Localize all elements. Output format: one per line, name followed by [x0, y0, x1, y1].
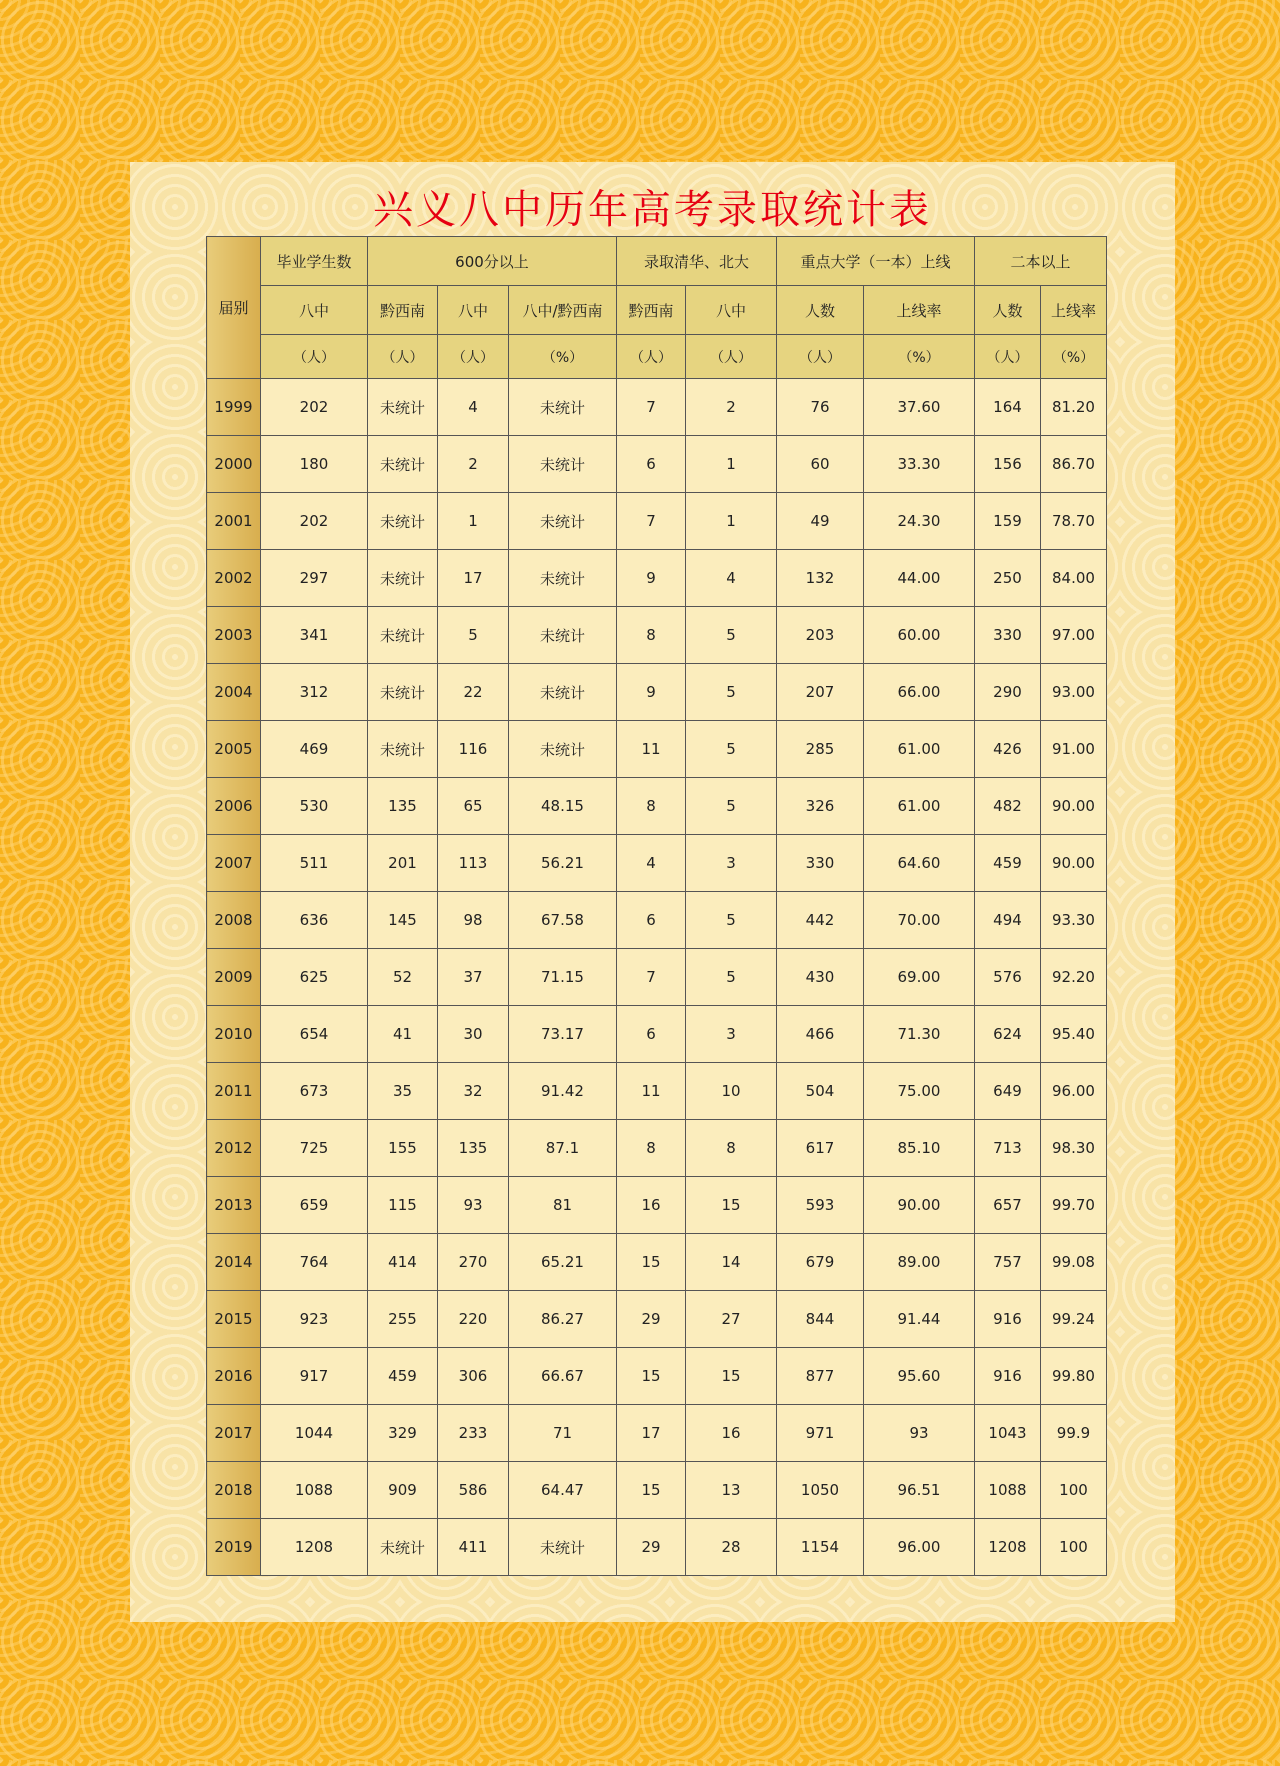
- table-cell: 713: [975, 1120, 1041, 1177]
- table-cell: 65: [438, 778, 509, 835]
- table-cell: 341: [261, 607, 368, 664]
- column-subheader: 黔西南: [368, 286, 438, 335]
- table-cell: 679: [777, 1234, 864, 1291]
- table-cell: 未统计: [509, 721, 617, 778]
- table-cell: 725: [261, 1120, 368, 1177]
- table-cell: 29: [617, 1291, 686, 1348]
- table-cell: 56.21: [509, 835, 617, 892]
- table-cell: 75.00: [864, 1063, 975, 1120]
- year-cell: 2008: [207, 892, 261, 949]
- table-cell: 96.51: [864, 1462, 975, 1519]
- table-cell: 201: [368, 835, 438, 892]
- table-cell: 52: [368, 949, 438, 1006]
- table-row: [207, 1348, 1107, 1405]
- year-cell: 2006: [207, 778, 261, 835]
- table-cell: 326: [777, 778, 864, 835]
- table-cell: 844: [777, 1291, 864, 1348]
- table-cell: 99.80: [1041, 1348, 1107, 1405]
- column-unit: （人）: [368, 335, 438, 379]
- table-cell: 511: [261, 835, 368, 892]
- units-row: [207, 335, 1107, 379]
- table-cell: 494: [975, 892, 1041, 949]
- year-cell: 2000: [207, 436, 261, 493]
- year-cell: 2019: [207, 1519, 261, 1576]
- table-cell: 2: [686, 379, 777, 436]
- table-cell: 15: [617, 1462, 686, 1519]
- table-cell: 250: [975, 550, 1041, 607]
- table-cell: 96.00: [1041, 1063, 1107, 1120]
- group-header: 毕业学生数: [261, 237, 368, 286]
- table-cell: 66.00: [864, 664, 975, 721]
- table-cell: 145: [368, 892, 438, 949]
- table-cell: 93: [438, 1177, 509, 1234]
- table-cell: 90.00: [1041, 778, 1107, 835]
- column-unit: （%）: [509, 335, 617, 379]
- table-cell: 673: [261, 1063, 368, 1120]
- table-cell: 未统计: [509, 550, 617, 607]
- table-cell: 60.00: [864, 607, 975, 664]
- table-cell: 37.60: [864, 379, 975, 436]
- group-header: 600分以上: [368, 237, 617, 286]
- table-cell: 37: [438, 949, 509, 1006]
- table-cell: 22: [438, 664, 509, 721]
- table-cell: 71: [509, 1405, 617, 1462]
- table-cell: 24.30: [864, 493, 975, 550]
- table-cell: 65.21: [509, 1234, 617, 1291]
- table-cell: 6: [617, 1006, 686, 1063]
- table-cell: 99.24: [1041, 1291, 1107, 1348]
- table-cell: 5: [686, 949, 777, 1006]
- table-cell: 未统计: [368, 1519, 438, 1576]
- table-cell: 16: [617, 1177, 686, 1234]
- table-cell: 659: [261, 1177, 368, 1234]
- table-row: [207, 493, 1107, 550]
- table-cell: 49: [777, 493, 864, 550]
- column-unit: （人）: [686, 335, 777, 379]
- admission-stats-table: [206, 236, 1107, 1576]
- table-cell: 923: [261, 1291, 368, 1348]
- table-cell: 15: [617, 1234, 686, 1291]
- column-subheader: 八中: [686, 286, 777, 335]
- table-cell: 469: [261, 721, 368, 778]
- table-cell: 156: [975, 436, 1041, 493]
- table-cell: 624: [975, 1006, 1041, 1063]
- table-cell: 593: [777, 1177, 864, 1234]
- table-cell: 290: [975, 664, 1041, 721]
- table-cell: 15: [617, 1348, 686, 1405]
- table-cell: 132: [777, 550, 864, 607]
- table-cell: 657: [975, 1177, 1041, 1234]
- table-cell: 未统计: [368, 721, 438, 778]
- table-cell: 14: [686, 1234, 777, 1291]
- table-cell: 未统计: [368, 493, 438, 550]
- table-cell: 未统计: [509, 607, 617, 664]
- table-cell: 100: [1041, 1462, 1107, 1519]
- table-row: [207, 1462, 1107, 1519]
- table-cell: 27: [686, 1291, 777, 1348]
- table-cell: 3: [686, 1006, 777, 1063]
- table-cell: 8: [617, 1120, 686, 1177]
- table-cell: 81.20: [1041, 379, 1107, 436]
- column-unit: （人）: [438, 335, 509, 379]
- table-cell: 未统计: [368, 379, 438, 436]
- table-cell: 270: [438, 1234, 509, 1291]
- table-cell: 442: [777, 892, 864, 949]
- table-cell: 530: [261, 778, 368, 835]
- table-cell: 11: [617, 1063, 686, 1120]
- column-unit: （人）: [777, 335, 864, 379]
- table-cell: 70.00: [864, 892, 975, 949]
- table-cell: 13: [686, 1462, 777, 1519]
- table-row: [207, 1405, 1107, 1462]
- table-cell: 64.60: [864, 835, 975, 892]
- table-cell: 113: [438, 835, 509, 892]
- table-cell: 916: [975, 1291, 1041, 1348]
- table-cell: 203: [777, 607, 864, 664]
- column-unit: （人）: [975, 335, 1041, 379]
- table-cell: 86.70: [1041, 436, 1107, 493]
- table-cell: 411: [438, 1519, 509, 1576]
- table-cell: 81: [509, 1177, 617, 1234]
- table-cell: 576: [975, 949, 1041, 1006]
- table-row: [207, 436, 1107, 493]
- table-cell: 29: [617, 1519, 686, 1576]
- year-cell: 2018: [207, 1462, 261, 1519]
- table-cell: 73.17: [509, 1006, 617, 1063]
- table-cell: 306: [438, 1348, 509, 1405]
- table-cell: 90.00: [864, 1177, 975, 1234]
- column-subheader: 人数: [777, 286, 864, 335]
- table-cell: 220: [438, 1291, 509, 1348]
- table-cell: 5: [686, 721, 777, 778]
- table-cell: 285: [777, 721, 864, 778]
- table-row: [207, 664, 1107, 721]
- table-cell: 1208: [975, 1519, 1041, 1576]
- table-cell: 6: [617, 436, 686, 493]
- table-cell: 96.00: [864, 1519, 975, 1576]
- table-cell: 312: [261, 664, 368, 721]
- table-cell: 未统计: [368, 436, 438, 493]
- table-cell: 330: [777, 835, 864, 892]
- column-unit: （人）: [617, 335, 686, 379]
- table-cell: 10: [686, 1063, 777, 1120]
- year-cell: 2017: [207, 1405, 261, 1462]
- table-cell: 1208: [261, 1519, 368, 1576]
- table-cell: 99.70: [1041, 1177, 1107, 1234]
- table-cell: 93.00: [1041, 664, 1107, 721]
- table-cell: 41: [368, 1006, 438, 1063]
- table-cell: 757: [975, 1234, 1041, 1291]
- table-cell: 1044: [261, 1405, 368, 1462]
- year-cell: 1999: [207, 379, 261, 436]
- table-cell: 64.47: [509, 1462, 617, 1519]
- table-cell: 未统计: [509, 664, 617, 721]
- table-cell: 84.00: [1041, 550, 1107, 607]
- column-subheader: 八中: [438, 286, 509, 335]
- column-unit: （%）: [1041, 335, 1107, 379]
- table-cell: 15: [686, 1348, 777, 1405]
- year-cell: 2007: [207, 835, 261, 892]
- table-cell: 60: [777, 436, 864, 493]
- table-cell: 6: [617, 892, 686, 949]
- table-cell: 98.30: [1041, 1120, 1107, 1177]
- table-cell: 971: [777, 1405, 864, 1462]
- table-row: [207, 1063, 1107, 1120]
- table-cell: 71.15: [509, 949, 617, 1006]
- table-cell: 155: [368, 1120, 438, 1177]
- table-cell: 5: [686, 664, 777, 721]
- table-cell: 1: [686, 436, 777, 493]
- table-cell: 5: [686, 892, 777, 949]
- table-cell: 430: [777, 949, 864, 1006]
- table-cell: 48.15: [509, 778, 617, 835]
- table-row: [207, 1120, 1107, 1177]
- column-unit: （人）: [261, 335, 368, 379]
- table-cell: 8: [686, 1120, 777, 1177]
- table-cell: 15: [686, 1177, 777, 1234]
- table-cell: 67.58: [509, 892, 617, 949]
- table-cell: 44.00: [864, 550, 975, 607]
- table-cell: 8: [617, 778, 686, 835]
- table-cell: 17: [438, 550, 509, 607]
- page-title: 兴义八中历年高考录取统计表: [373, 187, 932, 233]
- table-cell: 9: [617, 664, 686, 721]
- table-cell: 617: [777, 1120, 864, 1177]
- table-cell: 459: [975, 835, 1041, 892]
- table-cell: 329: [368, 1405, 438, 1462]
- table-cell: 1: [686, 493, 777, 550]
- table-cell: 4: [686, 550, 777, 607]
- table-row: [207, 721, 1107, 778]
- table-row: [207, 949, 1107, 1006]
- table-cell: 1043: [975, 1405, 1041, 1462]
- table-cell: 7: [617, 949, 686, 1006]
- table-cell: 764: [261, 1234, 368, 1291]
- group-header: 二本以上: [975, 237, 1107, 286]
- table-cell: 89.00: [864, 1234, 975, 1291]
- table-row: [207, 1519, 1107, 1576]
- table-cell: 未统计: [368, 607, 438, 664]
- subheader-row: [207, 286, 1107, 335]
- table-cell: 7: [617, 379, 686, 436]
- table-cell: 69.00: [864, 949, 975, 1006]
- table-cell: 未统计: [509, 493, 617, 550]
- table-cell: 625: [261, 949, 368, 1006]
- table-cell: 164: [975, 379, 1041, 436]
- year-cell: 2015: [207, 1291, 261, 1348]
- table-cell: 71.30: [864, 1006, 975, 1063]
- table-cell: 2: [438, 436, 509, 493]
- column-subheader: 八中/黔西南: [509, 286, 617, 335]
- table-cell: 1154: [777, 1519, 864, 1576]
- table-cell: 93: [864, 1405, 975, 1462]
- table-cell: 207: [777, 664, 864, 721]
- table-cell: 9: [617, 550, 686, 607]
- column-subheader: 八中: [261, 286, 368, 335]
- table-cell: 586: [438, 1462, 509, 1519]
- table-cell: 87.1: [509, 1120, 617, 1177]
- table-cell: 61.00: [864, 721, 975, 778]
- table-cell: 649: [975, 1063, 1041, 1120]
- table-cell: 459: [368, 1348, 438, 1405]
- table-cell: 654: [261, 1006, 368, 1063]
- table-row: [207, 607, 1107, 664]
- table-cell: 330: [975, 607, 1041, 664]
- column-subheader: 黔西南: [617, 286, 686, 335]
- table-row: [207, 1291, 1107, 1348]
- table-cell: 916: [975, 1348, 1041, 1405]
- table-cell: 99.9: [1041, 1405, 1107, 1462]
- table-cell: 180: [261, 436, 368, 493]
- table-cell: 8: [617, 607, 686, 664]
- table-row: [207, 1006, 1107, 1063]
- column-subheader: 上线率: [1041, 286, 1107, 335]
- table-cell: 98: [438, 892, 509, 949]
- table-cell: 1: [438, 493, 509, 550]
- column-subheader: 上线率: [864, 286, 975, 335]
- table-cell: 91.44: [864, 1291, 975, 1348]
- table-row: [207, 379, 1107, 436]
- group-header: 录取清华、北大: [617, 237, 777, 286]
- table-cell: 3: [686, 835, 777, 892]
- year-header: 届别: [207, 237, 261, 379]
- table-cell: 1050: [777, 1462, 864, 1519]
- table-cell: 1088: [261, 1462, 368, 1519]
- table-cell: 7: [617, 493, 686, 550]
- table-cell: 未统计: [368, 550, 438, 607]
- column-unit: （%）: [864, 335, 975, 379]
- year-cell: 2003: [207, 607, 261, 664]
- table-cell: 426: [975, 721, 1041, 778]
- year-cell: 2002: [207, 550, 261, 607]
- table-body: [207, 379, 1107, 1576]
- table-cell: 466: [777, 1006, 864, 1063]
- table-cell: 414: [368, 1234, 438, 1291]
- table-cell: 92.20: [1041, 949, 1107, 1006]
- group-header: 重点大学（一本）上线: [777, 237, 975, 286]
- table-row: [207, 778, 1107, 835]
- table-cell: 5: [686, 607, 777, 664]
- table-row: [207, 892, 1107, 949]
- table-cell: 297: [261, 550, 368, 607]
- table-cell: 33.30: [864, 436, 975, 493]
- year-cell: 2013: [207, 1177, 261, 1234]
- table-cell: 909: [368, 1462, 438, 1519]
- table-cell: 4: [617, 835, 686, 892]
- year-cell: 2001: [207, 493, 261, 550]
- table-cell: 93.30: [1041, 892, 1107, 949]
- table-cell: 233: [438, 1405, 509, 1462]
- table-cell: 99.08: [1041, 1234, 1107, 1291]
- table-cell: 未统计: [509, 436, 617, 493]
- table-cell: 17: [617, 1405, 686, 1462]
- table-cell: 11: [617, 721, 686, 778]
- table-cell: 917: [261, 1348, 368, 1405]
- table-cell: 504: [777, 1063, 864, 1120]
- table-cell: 91.42: [509, 1063, 617, 1120]
- table-row: [207, 1234, 1107, 1291]
- table-cell: 5: [686, 778, 777, 835]
- table-cell: 202: [261, 493, 368, 550]
- table-cell: 95.40: [1041, 1006, 1107, 1063]
- table-cell: 35: [368, 1063, 438, 1120]
- table-cell: 202: [261, 379, 368, 436]
- table-cell: 4: [438, 379, 509, 436]
- table-cell: 91.00: [1041, 721, 1107, 778]
- table-row: [207, 835, 1107, 892]
- table-cell: 1088: [975, 1462, 1041, 1519]
- table-cell: 115: [368, 1177, 438, 1234]
- table-cell: 100: [1041, 1519, 1107, 1576]
- year-cell: 2012: [207, 1120, 261, 1177]
- table-cell: 636: [261, 892, 368, 949]
- table-cell: 未统计: [509, 1519, 617, 1576]
- table-cell: 28: [686, 1519, 777, 1576]
- table-cell: 61.00: [864, 778, 975, 835]
- table-cell: 16: [686, 1405, 777, 1462]
- table-row: [207, 550, 1107, 607]
- table-cell: 97.00: [1041, 607, 1107, 664]
- table-cell: 135: [438, 1120, 509, 1177]
- table-cell: 32: [438, 1063, 509, 1120]
- table-cell: 78.70: [1041, 493, 1107, 550]
- table-cell: 66.67: [509, 1348, 617, 1405]
- table-cell: 90.00: [1041, 835, 1107, 892]
- column-subheader: 人数: [975, 286, 1041, 335]
- table-cell: 116: [438, 721, 509, 778]
- table-cell: 95.60: [864, 1348, 975, 1405]
- table-cell: 未统计: [509, 379, 617, 436]
- table-cell: 76: [777, 379, 864, 436]
- table-cell: 255: [368, 1291, 438, 1348]
- year-cell: 2014: [207, 1234, 261, 1291]
- table-cell: 159: [975, 493, 1041, 550]
- table-cell: 30: [438, 1006, 509, 1063]
- table-cell: 未统计: [368, 664, 438, 721]
- year-cell: 2009: [207, 949, 261, 1006]
- table-cell: 86.27: [509, 1291, 617, 1348]
- year-cell: 2005: [207, 721, 261, 778]
- year-cell: 2011: [207, 1063, 261, 1120]
- year-cell: 2016: [207, 1348, 261, 1405]
- table-cell: 877: [777, 1348, 864, 1405]
- table-cell: 5: [438, 607, 509, 664]
- table-cell: 85.10: [864, 1120, 975, 1177]
- table-row: [207, 1177, 1107, 1234]
- table-cell: 482: [975, 778, 1041, 835]
- year-cell: 2004: [207, 664, 261, 721]
- year-cell: 2010: [207, 1006, 261, 1063]
- table-cell: 135: [368, 778, 438, 835]
